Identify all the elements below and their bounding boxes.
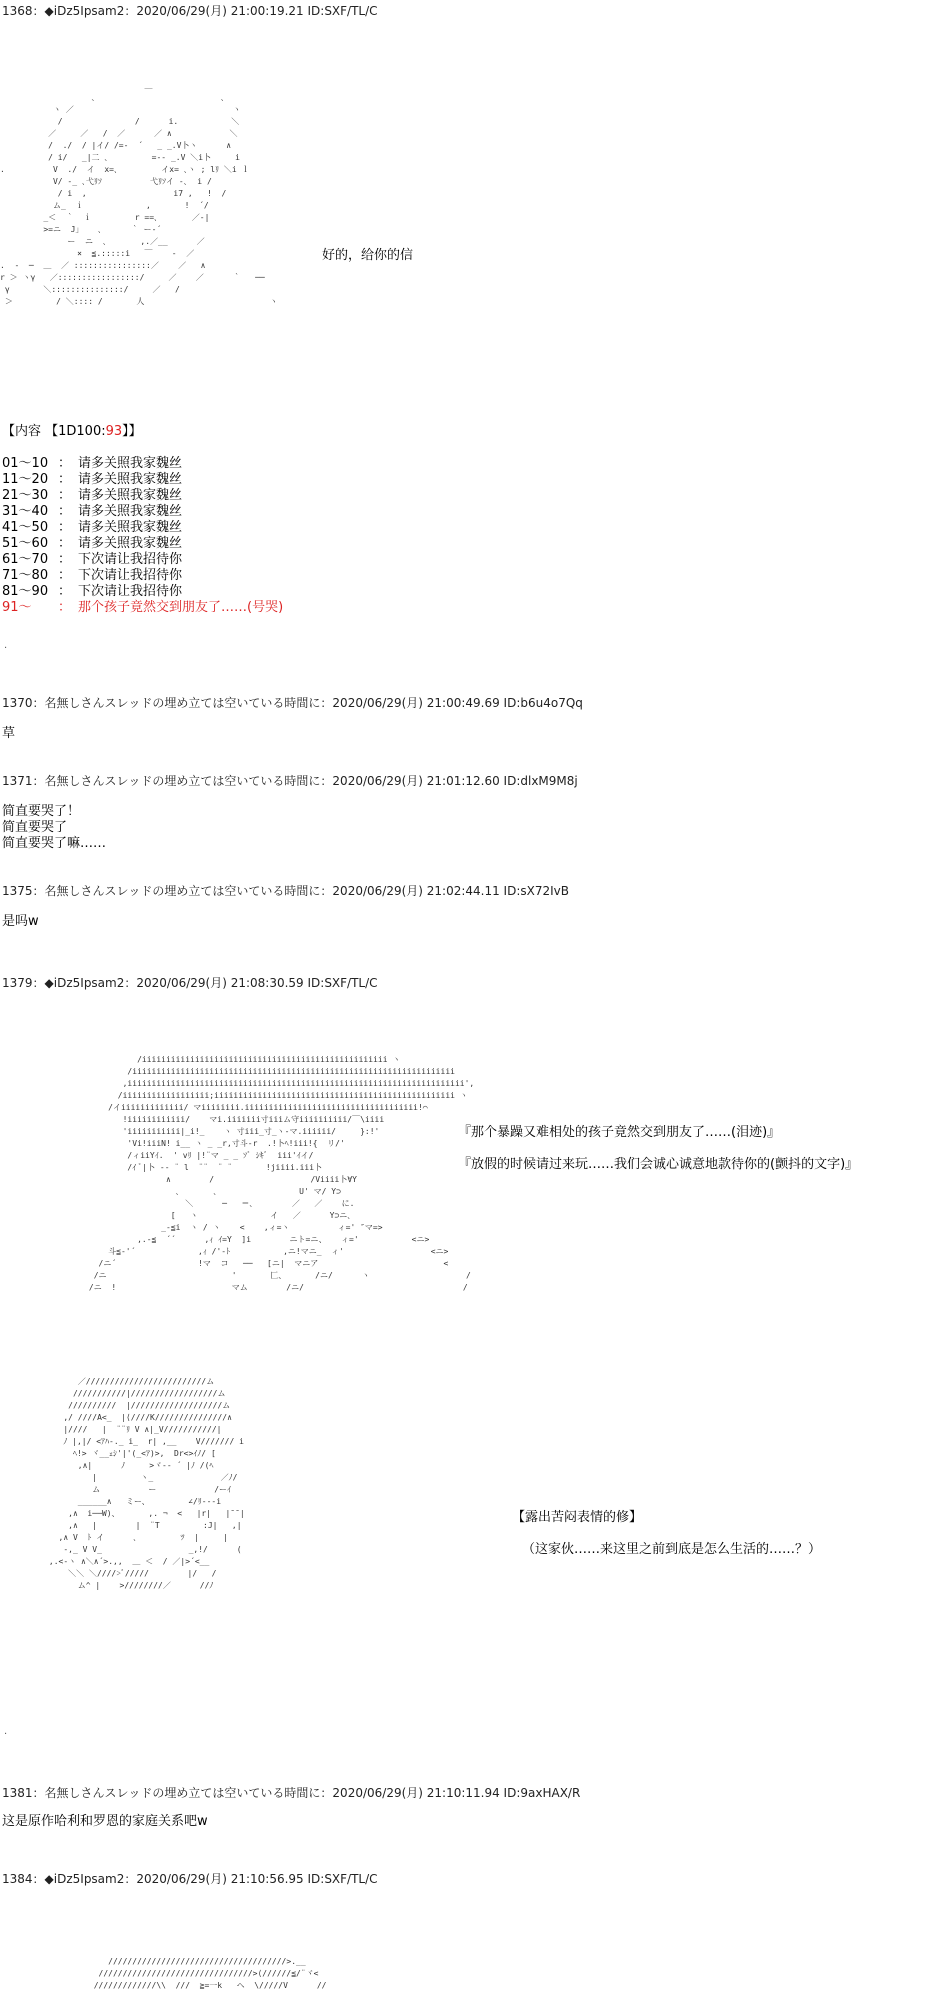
content-title-post: 】】: [122, 424, 142, 439]
table-row-highlight: 91～ ： 那个孩子竟然交到朋友了……(号哭): [2, 600, 284, 615]
table-row: 71～80 ： 下次请让我招待你: [2, 568, 183, 583]
table-row: 11～20 ： 请多关照我家魏丝: [2, 472, 183, 487]
narration-1368: 好的，给你的信: [322, 248, 414, 263]
post-body-1381: 这是原作哈利和罗恩的家庭关系吧w: [2, 1814, 208, 1829]
separator-dot: .: [4, 640, 8, 651]
table-row: 01～10 ： 请多关照我家魏丝: [2, 456, 183, 471]
ascii-art-character-2: /iiiiiiiiiiiiiiiiiiiiiiiiiiiiiiiiiiiiiiiiiiiiiiiiiii ヽ /iiiiiiiiiiiiiiiiiiiiiiiiiiiiiiiiiiiiiiiiiiiiiiiiiiiiiiiiiiiiiiiiiii ,iiiiiiiiiiiiiiiiiiiiiiiiiiiiiiiiiiiiiiiiiiiiiiiiiiiiiiiiiiiiiiiiiiiiii', /iiiiiiiiiiiiiiiiii;iiiiiiiiiiiiiiiiiiiiiiiiiiiiiiiiiiiiiiiiiiiiiiiiii ヽ /イiiiiiiiiiiiii/ マiiiiiiii.iiiiiiiiiiiiiiiiiiiiiiiiiiiiiiiiiiii!⌒ !iiiiiiiiiiii/ マi.iiiiiii寸iiiム守iiiiiiiiii/￣\iiii 'iiiiiiiiiii|_i!_ ヽ 寸iii_寸_ヽ-マ.iiiiii/ }:!' 'Vi!iiiN! i__ ヽ _ _r,寸斗-r .!卜ﾍ!iii!{ リ/' /ィiiYｲ. ' vﾘ |!¨マ _ _ ｿﾞ ｼｷﾞ iii'ｲイ/ /ｲ ﾞ|卜 ‐‐ ¨ l ¨¨ ¨ ¨ !jiiii.iii卜 ∧ / /Viiii卜∀Y ､ ､ U' マ/ Y⊃ ＼ ─ ＝､ ／ ／ に. [ ヽ イ ／ Y⊃ニ､ _-≦i ヽ / ヽ < ,ィ=ヽ ィ=' ″マ=> ,.-≦ ´´ ,ｨ ｲ=Y ]i ニト=ニ、 ィ=' <ニ> 斗≦-'´ ,ｨ /'-ﾄ ,ニ!マニ_ ィ' <ニ> /ニ´ !マ コ ── [ニ| マニア < /ニ ' 匚、 /ニ/ ヽ / /ニ ! マム /ニ/ /: [88, 1055, 475, 1292]
separator-dot: .: [4, 1726, 8, 1737]
narration-1379-c: 【露出苦闷表情的修】: [512, 1510, 643, 1525]
post-body-1370: 草: [2, 726, 16, 741]
post-header-1368: 1368：◆iDz5Ipsam2：2020/06/29(月) 21:00:19.21 ID:SXF/TL/C: [2, 4, 378, 18]
dice-table: [2, 456, 283, 616]
post-header-1384: 1384：◆iDz5Ipsam2：2020/06/29(月) 21:10:56.95 ID:SXF/TL/C: [2, 1872, 378, 1886]
table-row: 21～30 ： 请多关照我家魏丝: [2, 488, 183, 503]
ascii-art-character-3: ／/////////////////////////ム ///////////|//////////////////ム ////////// |///////////////////ム ,/ ////A<_ |⟨////K///////////////∧ |//// | ¨¨ﾘ V ∧|_V///////////| ﾉ |,|/ <ｱﾊ-._ i_ r| ,__ V/////// i ﾍ!> ヾ__ｪｼ'|'(_<ｱ)>, Dr<>ｲﾉ/ [ ,∧| ﾉ >ヾ-- ´ |ﾉ /(ﾍ | ヽ_ ／ﾉ/ ム ー /ーｲ ______∧ ミー、 ∠/ﾘ-‐-i ,∧ i──W)、 ,. ¬ < |r| |¯¯| ,∧ | | ¨T :J| ,| ,∧ V ﾄ イ ､ ﾂ | | -,_ V V_ _,!/ ( ,.<‐ヽ ∧＼∧´>.,, ＿ ＜ / ／|>´<__ ＼＼ ＼////>ﾞ///// |/ / ム^ | >////////／ //ﾉ: [48, 1377, 245, 1590]
narration-1379-d: （这家伙……来这里之前到底是怎么生活的……？）: [522, 1542, 822, 1557]
table-row: 51～60 ： 请多关照我家魏丝: [2, 536, 183, 551]
narration-1379-a: 『那个暴躁又难相处的孩子竟然交到朋友了……(泪迹)』: [458, 1125, 781, 1140]
post-header-1375: 1375：名無しさんスレッドの埋め立ては空いている時間に：2020/06/29(月) 21:02:44.11 ID:sX72IvB: [2, 884, 569, 898]
post-body-1375: 是吗w: [2, 914, 39, 929]
table-row: 81～90 ： 下次请让我招待你: [2, 584, 183, 599]
table-row: 61～70 ： 下次请让我招待你: [2, 552, 183, 567]
post-body-1371: 简直要哭了！ 简直要哭了 简直要哭了嘛……: [2, 804, 107, 851]
post-header-1370: 1370：名無しさんスレッドの埋め立ては空いている時間に：2020/06/29(月) 21:00:49.69 ID:b6u4o7Qq: [2, 696, 583, 710]
ascii-art-character-1: ＿ ､ ､ ヽ ／ ヽ / / i. ＼ ／ ／ / ／ ／ ∧ ＼ / ./ / |イ/ /=- ´ _ _.V卜ヽ ∧ / i/ _|二 ､ =-‐ _.V ＼i卜 i . V ./ イ x=､ イx= ､ヽ ; lﾘ ＼i ｌ V/ -_ ､弋ﾘｿ 弋ﾘｿイ -､ i / / i , i7 , ! / ム_ ｉ , ! ´/ _＜ ｀ ｉ r ==､ ／-| >=ニ J」 ､ ｀ ー‐´ ー ニ ､ ,.／__ ／ × ≦.:::::i ￣ ‐ ／ . ‐ ─ ＿ ／ ::::::::::::::::／ ／ ∧ r ＞ ヽγ ／:::::::::::::::::/ ／ ／ ｀ ── γ ＼:::::::::::::::/ ／ / ＞ / ＼:::: / 人 ヽ: [0, 81, 278, 306]
ascii-art-character-4: /////////////////////////////////////>.__ ////////////////////////////////>⟨//////≦/¨ヾ< /////////////\\ /// ≧=一k ヘ \/////V //: [93, 1957, 327, 1990]
post-header-1379: 1379：◆iDz5Ipsam2：2020/06/29(月) 21:08:30.59 ID:SXF/TL/C: [2, 976, 378, 990]
post-header-1381: 1381：名無しさんスレッドの埋め立ては空いている時間に：2020/06/29(月) 21:10:11.94 ID:9axHAX/R: [2, 1786, 581, 1800]
post-header-1371: 1371：名無しさんスレッドの埋め立ては空いている時間に：2020/06/29(月) 21:01:12.60 ID:dlxM9M8j: [2, 774, 578, 788]
table-row: 41～50 ： 请多关照我家魏丝: [2, 520, 183, 535]
narration-1379-b: 『放假的时候请过来玩……我们会诚心诚意地款待你的(颤抖的文字)』: [458, 1157, 859, 1172]
table-row: 31～40 ： 请多关照我家魏丝: [2, 504, 183, 519]
content-title-pre: 【内容 【1D100:: [2, 424, 106, 439]
content-title: [2, 424, 142, 440]
dice-roll: 93: [105, 424, 123, 439]
